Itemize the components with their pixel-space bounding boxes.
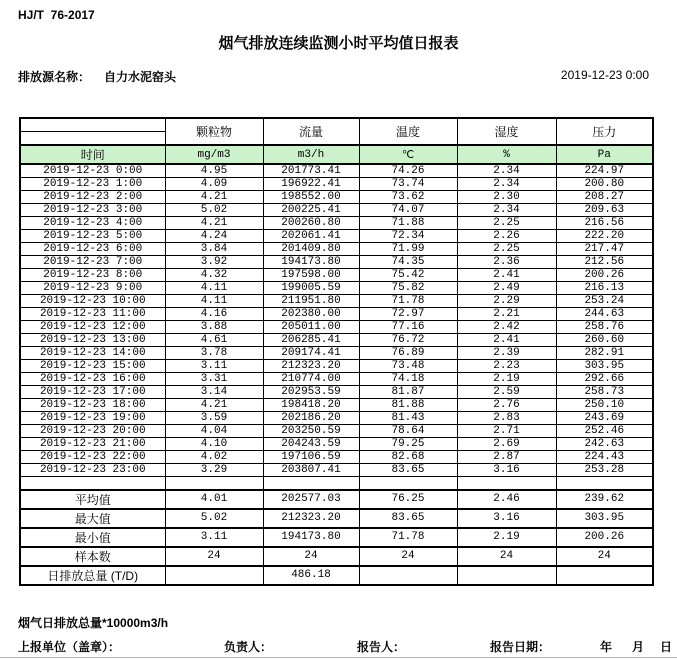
empty-cell — [263, 477, 359, 490]
value-cell: 74.07 — [359, 204, 457, 217]
value-cell: 2.59 — [457, 386, 556, 399]
time-cell: 2019-12-23 20:00 — [20, 425, 165, 438]
value-cell: 224.97 — [556, 164, 653, 178]
value-cell: 5.02 — [165, 204, 263, 217]
value-cell: 212323.20 — [263, 360, 359, 373]
value-cell: 2.29 — [457, 295, 556, 308]
value-cell: 303.95 — [556, 509, 653, 528]
table-row — [20, 282, 653, 295]
value-cell: 2.19 — [457, 373, 556, 386]
value-cell: 202577.03 — [263, 490, 359, 509]
value-cell: 2.21 — [457, 308, 556, 321]
value-cell: 2.34 — [457, 204, 556, 217]
time-cell: 2019-12-23 17:00 — [20, 386, 165, 399]
total-emission-note: 烟气日排放总量*10000m3/h — [18, 616, 169, 630]
table-row — [20, 230, 653, 243]
value-cell: 4.09 — [165, 178, 263, 191]
report-datetime: 2019-12-23 0:00 — [560, 68, 649, 82]
source-name: 自力水泥窑头 — [104, 70, 177, 84]
table-header — [20, 118, 653, 164]
value-cell: 75.42 — [359, 269, 457, 282]
value-cell: 79.25 — [359, 438, 457, 451]
table-row — [20, 191, 653, 204]
table-row — [20, 438, 653, 451]
value-cell: 2.49 — [457, 282, 556, 295]
time-cell: 2019-12-23 10:00 — [20, 295, 165, 308]
value-cell: 3.29 — [165, 464, 263, 477]
table-row — [20, 347, 653, 360]
value-cell: 216.56 — [556, 217, 653, 230]
table-row — [20, 334, 653, 347]
value-cell: 197106.59 — [263, 451, 359, 464]
value-cell: 209174.41 — [263, 347, 359, 360]
value-cell: 2.34 — [457, 164, 556, 178]
unit-flow: m3/h — [263, 145, 359, 164]
value-cell: 81.88 — [359, 399, 457, 412]
summary-row — [20, 528, 653, 547]
page-title: 烟气排放连续监测小时平均值日报表 — [218, 35, 459, 52]
empty-cell — [457, 477, 556, 490]
time-cell: 2019-12-23 5:00 — [20, 230, 165, 243]
time-cell: 2019-12-23 9:00 — [20, 282, 165, 295]
value-cell: 250.10 — [556, 399, 653, 412]
value-cell: 2.36 — [457, 256, 556, 269]
time-cell: 2019-12-23 23:00 — [20, 464, 165, 477]
time-cell: 2019-12-23 21:00 — [20, 438, 165, 451]
table-row — [20, 373, 653, 386]
value-cell: 3.14 — [165, 386, 263, 399]
value-cell: 24 — [359, 547, 457, 566]
value-cell: 198418.20 — [263, 399, 359, 412]
value-cell: 2.26 — [457, 230, 556, 243]
value-cell: 2.23 — [457, 360, 556, 373]
value-cell: 200.26 — [556, 528, 653, 547]
value-cell: 4.16 — [165, 308, 263, 321]
value-cell: 282.91 — [556, 347, 653, 360]
column-header-pressure: 压力 — [556, 118, 653, 145]
value-cell: 200260.80 — [263, 217, 359, 230]
value-cell: 216.13 — [556, 282, 653, 295]
value-cell: 4.32 — [165, 269, 263, 282]
column-header-temperature: 温度 — [359, 118, 457, 145]
value-cell: 5.02 — [165, 509, 263, 528]
table-row — [20, 204, 653, 217]
time-cell: 2019-12-23 13:00 — [20, 334, 165, 347]
day-label: 日 — [660, 640, 673, 654]
value-cell: 253.24 — [556, 295, 653, 308]
value-cell: 198552.00 — [263, 191, 359, 204]
table-row — [20, 308, 653, 321]
value-cell: 212.56 — [556, 256, 653, 269]
value-cell: 3.84 — [165, 243, 263, 256]
value-cell: 82.68 — [359, 451, 457, 464]
value-cell: 206285.41 — [263, 334, 359, 347]
value-cell: 4.11 — [165, 282, 263, 295]
value-cell — [165, 566, 263, 585]
empty-cell — [20, 477, 165, 490]
window-bottom-divider — [0, 657, 677, 658]
value-cell: 3.16 — [457, 509, 556, 528]
value-cell: 4.04 — [165, 425, 263, 438]
value-cell: 3.59 — [165, 412, 263, 425]
value-cell: 73.62 — [359, 191, 457, 204]
value-cell: 200.26 — [556, 269, 653, 282]
value-cell: 197598.00 — [263, 269, 359, 282]
column-header-humidity: 湿度 — [457, 118, 556, 145]
summary-label-cell: 最大值 — [20, 509, 165, 528]
emission-source — [18, 68, 176, 85]
value-cell: 76.25 — [359, 490, 457, 509]
value-cell: 2.71 — [457, 425, 556, 438]
time-cell: 2019-12-23 15:00 — [20, 360, 165, 373]
table-row — [20, 464, 653, 477]
value-cell: 4.21 — [165, 399, 263, 412]
value-cell: 71.78 — [359, 528, 457, 547]
summary-label-cell: 日排放总量 (T/D) — [20, 566, 165, 585]
value-cell: 4.11 — [165, 295, 263, 308]
unit-temperature: ℃ — [359, 145, 457, 164]
value-cell: 211951.80 — [263, 295, 359, 308]
value-cell: 74.35 — [359, 256, 457, 269]
time-cell: 2019-12-23 1:00 — [20, 178, 165, 191]
value-cell: 200.80 — [556, 178, 653, 191]
table-row — [20, 295, 653, 308]
value-cell: 73.74 — [359, 178, 457, 191]
summary-row — [20, 566, 653, 585]
value-cell: 258.73 — [556, 386, 653, 399]
table-row — [20, 243, 653, 256]
reporter-label: 报告人： — [357, 640, 406, 654]
header-row — [20, 118, 653, 132]
empty-cell — [359, 477, 457, 490]
value-cell: 24 — [165, 547, 263, 566]
summary-row — [20, 509, 653, 528]
units-row — [20, 145, 653, 164]
value-cell: 253.28 — [556, 464, 653, 477]
value-cell: 2.83 — [457, 412, 556, 425]
time-cell: 2019-12-23 0:00 — [20, 164, 165, 178]
value-cell: 2.25 — [457, 243, 556, 256]
empty-cell — [165, 477, 263, 490]
value-cell: 73.48 — [359, 360, 457, 373]
hourly-average-table — [19, 117, 654, 586]
value-cell: 4.10 — [165, 438, 263, 451]
value-cell: 3.16 — [457, 464, 556, 477]
summary-label-cell: 平均值 — [20, 490, 165, 509]
time-cell: 2019-12-23 8:00 — [20, 269, 165, 282]
table-row — [20, 321, 653, 334]
value-cell: 2.46 — [457, 490, 556, 509]
time-cell: 2019-12-23 4:00 — [20, 217, 165, 230]
table-body — [20, 164, 653, 585]
value-cell: 24 — [457, 547, 556, 566]
value-cell: 303.95 — [556, 360, 653, 373]
value-cell — [556, 566, 653, 585]
value-cell: 212323.20 — [263, 509, 359, 528]
value-cell: 2.41 — [457, 334, 556, 347]
value-cell: 83.65 — [359, 509, 457, 528]
value-cell — [457, 566, 556, 585]
value-cell: 202061.41 — [263, 230, 359, 243]
value-cell: 244.63 — [556, 308, 653, 321]
value-cell: 239.62 — [556, 490, 653, 509]
column-header-flow: 流量 — [263, 118, 359, 145]
table-row — [20, 164, 653, 178]
value-cell: 74.18 — [359, 373, 457, 386]
unit-pressure: Pa — [556, 145, 653, 164]
table-row — [20, 256, 653, 269]
value-cell: 196922.41 — [263, 178, 359, 191]
value-cell: 71.88 — [359, 217, 457, 230]
value-cell: 486.18 — [263, 566, 359, 585]
value-cell: 3.92 — [165, 256, 263, 269]
table-row — [20, 269, 653, 282]
value-cell: 252.46 — [556, 425, 653, 438]
value-cell: 83.65 — [359, 464, 457, 477]
value-cell: 203807.41 — [263, 464, 359, 477]
table-row — [20, 178, 653, 191]
value-cell: 258.76 — [556, 321, 653, 334]
table-row — [20, 451, 653, 464]
table-row — [20, 412, 653, 425]
table-row — [20, 386, 653, 399]
value-cell: 24 — [556, 547, 653, 566]
value-cell: 76.72 — [359, 334, 457, 347]
empty-cell — [556, 477, 653, 490]
value-cell: 75.82 — [359, 282, 457, 295]
time-cell: 2019-12-23 6:00 — [20, 243, 165, 256]
time-cell: 2019-12-23 2:00 — [20, 191, 165, 204]
time-cell: 2019-12-23 14:00 — [20, 347, 165, 360]
value-cell: 208.27 — [556, 191, 653, 204]
value-cell: 3.78 — [165, 347, 263, 360]
value-cell: 3.88 — [165, 321, 263, 334]
time-header-upper-cell — [20, 118, 165, 132]
month-label: 月 — [632, 640, 645, 654]
value-cell: 4.21 — [165, 191, 263, 204]
value-cell: 203250.59 — [263, 425, 359, 438]
table-row — [20, 399, 653, 412]
value-cell: 4.02 — [165, 451, 263, 464]
responsible-label: 负责人： — [224, 640, 273, 654]
value-cell: 3.31 — [165, 373, 263, 386]
value-cell: 204243.59 — [263, 438, 359, 451]
value-cell: 199005.59 — [263, 282, 359, 295]
value-cell: 201773.41 — [263, 164, 359, 178]
value-cell: 210774.00 — [263, 373, 359, 386]
summary-row — [20, 490, 653, 509]
value-cell: 3.11 — [165, 360, 263, 373]
value-cell: 74.26 — [359, 164, 457, 178]
value-cell: 4.01 — [165, 490, 263, 509]
value-cell: 2.76 — [457, 399, 556, 412]
value-cell: 209.63 — [556, 204, 653, 217]
value-cell — [359, 566, 457, 585]
value-cell: 2.19 — [457, 528, 556, 547]
value-cell: 81.87 — [359, 386, 457, 399]
value-cell: 243.69 — [556, 412, 653, 425]
value-cell: 3.11 — [165, 528, 263, 547]
value-cell: 217.47 — [556, 243, 653, 256]
value-cell: 292.66 — [556, 373, 653, 386]
value-cell: 224.43 — [556, 451, 653, 464]
table-row — [20, 360, 653, 373]
time-cell: 2019-12-23 7:00 — [20, 256, 165, 269]
time-header-lower-cell — [20, 132, 165, 146]
value-cell: 2.69 — [457, 438, 556, 451]
value-cell: 2.42 — [457, 321, 556, 334]
value-cell: 71.78 — [359, 295, 457, 308]
summary-row — [20, 547, 653, 566]
time-cell: 2019-12-23 22:00 — [20, 451, 165, 464]
time-cell: 2019-12-23 18:00 — [20, 399, 165, 412]
value-cell: 4.21 — [165, 217, 263, 230]
doc-code: HJ/T 76-2017 — [18, 8, 95, 22]
value-cell: 2.30 — [457, 191, 556, 204]
unit-particulate: mg/m3 — [165, 145, 263, 164]
value-cell: 2.34 — [457, 178, 556, 191]
meta-row — [0, 68, 677, 84]
signature-row — [0, 638, 677, 654]
value-cell: 81.43 — [359, 412, 457, 425]
report-unit-label: 上报单位（盖章）： — [18, 640, 121, 654]
time-cell: 2019-12-23 3:00 — [20, 204, 165, 217]
year-label: 年 — [600, 640, 613, 654]
summary-label-cell: 最小值 — [20, 528, 165, 547]
value-cell: 24 — [263, 547, 359, 566]
table-row — [20, 217, 653, 230]
value-cell: 194173.80 — [263, 256, 359, 269]
value-cell: 77.16 — [359, 321, 457, 334]
report-date-label: 报告日期： — [490, 640, 551, 654]
value-cell: 71.99 — [359, 243, 457, 256]
spacer-row — [20, 477, 653, 490]
value-cell: 76.89 — [359, 347, 457, 360]
time-cell: 2019-12-23 16:00 — [20, 373, 165, 386]
unit-humidity: % — [457, 145, 556, 164]
time-cell: 2019-12-23 11:00 — [20, 308, 165, 321]
table-row — [20, 425, 653, 438]
value-cell: 202953.59 — [263, 386, 359, 399]
value-cell: 2.87 — [457, 451, 556, 464]
summary-label-cell: 样本数 — [20, 547, 165, 566]
value-cell: 200225.41 — [263, 204, 359, 217]
value-cell: 78.64 — [359, 425, 457, 438]
time-label: 时间 — [20, 145, 165, 164]
value-cell: 4.24 — [165, 230, 263, 243]
value-cell: 2.25 — [457, 217, 556, 230]
value-cell: 205011.00 — [263, 321, 359, 334]
column-header-particulate: 颗粒物 — [165, 118, 263, 145]
source-label: 排放源名称： — [18, 70, 91, 84]
value-cell: 4.61 — [165, 334, 263, 347]
value-cell: 4.95 — [165, 164, 263, 178]
value-cell: 2.41 — [457, 269, 556, 282]
value-cell: 201409.80 — [263, 243, 359, 256]
value-cell: 222.20 — [556, 230, 653, 243]
value-cell: 202186.20 — [263, 412, 359, 425]
time-cell: 2019-12-23 19:00 — [20, 412, 165, 425]
value-cell: 72.34 — [359, 230, 457, 243]
value-cell: 2.39 — [457, 347, 556, 360]
value-cell: 72.97 — [359, 308, 457, 321]
value-cell: 194173.80 — [263, 528, 359, 547]
value-cell: 202380.00 — [263, 308, 359, 321]
value-cell: 242.63 — [556, 438, 653, 451]
value-cell: 260.60 — [556, 334, 653, 347]
time-cell: 2019-12-23 12:00 — [20, 321, 165, 334]
